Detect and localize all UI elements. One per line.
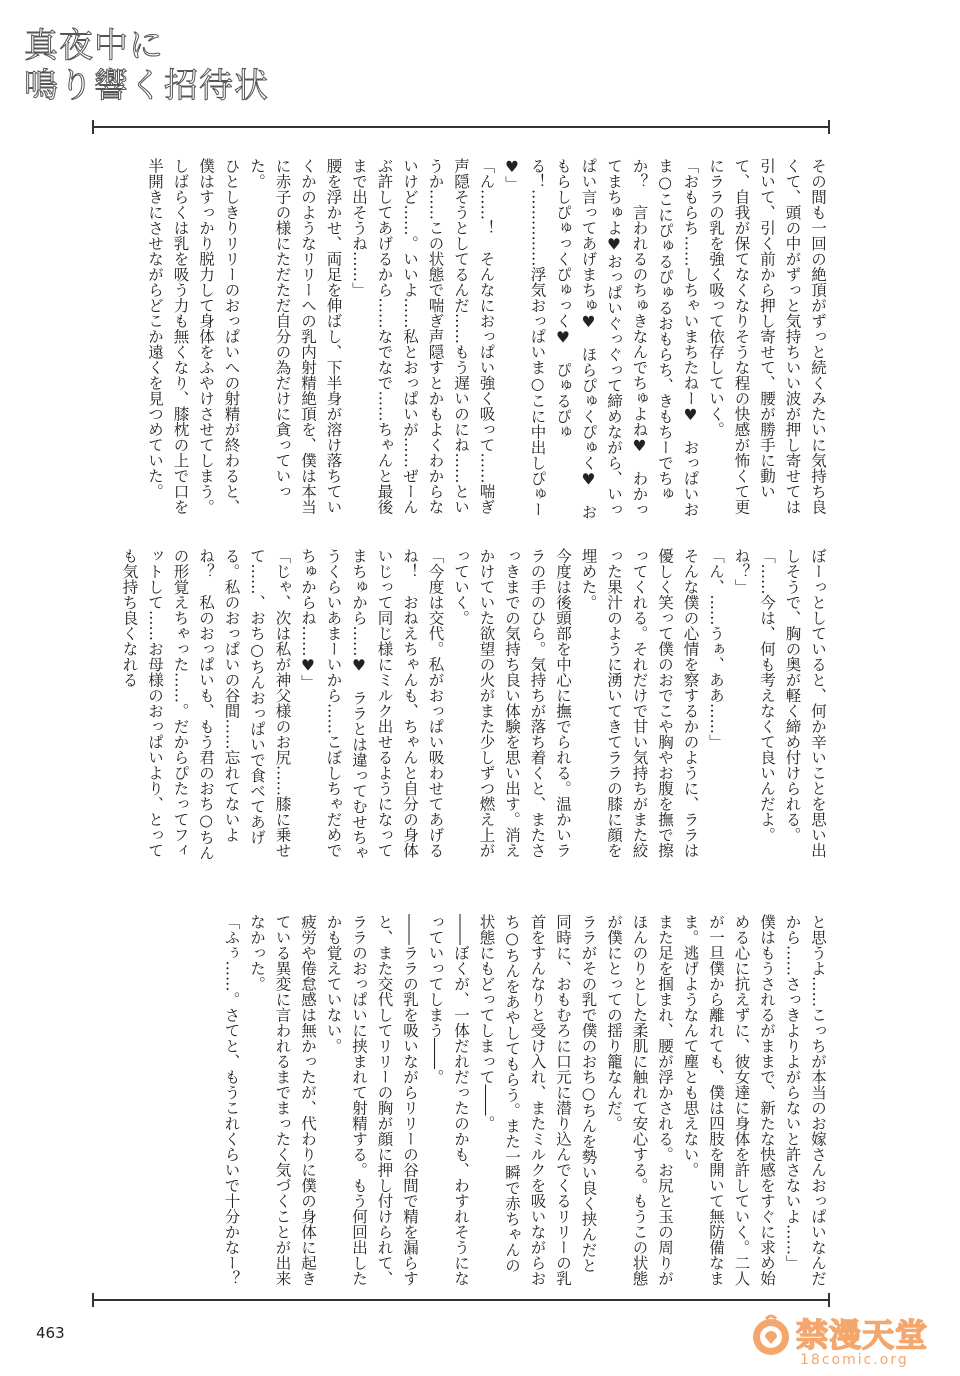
page-number: 463 (36, 1324, 65, 1342)
text-section-1 (110, 158, 830, 523)
book-title (24, 26, 269, 106)
paragraph: 「ん……！ そんなにおっぱい強く吸って……喘ぎ声隠そうとしてるんだ……もう遅いのにね……というか……この状態で喘ぎ声隠すとかもよくわからないけど……。いいよ……私とおっぱいが……ぜーんぶ許してあげるから……なでなで……ちゃんと最後まで出そうね……」 (350, 158, 496, 515)
paragraph: ひとしきりリリーのおっぱいへの射精が終わると、僕はすっかり脱力して身体をふやけさせてしまう。しばらくは乳を吸う力も無くなり、膝枕の上で口を半開きにさせながらどこか遠くを見つめていた。 (146, 158, 241, 515)
text-section-3 (110, 914, 830, 1286)
paragraph: 「おもらち……しちゃいまちたねー♥ おっぱいおま○こにぴゅるぴゅるおもらち、きもちーでちゅか？ 言われるのちゅきなんでちゅよね♥ わかってまちゅよ♥おっぱいぐっぐって締めながら、いっぱい言ってあげまちゅ♥ ほらぴゅくぴゅく♥ おもらしぴゅっくぴゅっく♥ ぴゅるぴゅる！……………浮気おっぱいま○こに中出しぴゅー♥」 (503, 158, 700, 520)
book-title-line1: 真夜中に (24, 26, 164, 66)
paragraph: ララがその乳で僕のおち○ちんを勢い良く挟んだと同時に、おもむろに口元に潜り込んでくるリリーの乳首をすんなりと受け入れ、またミルクを吸いながらおち○ちんをあやしてもらう。また一瞬で赤ちゃんの状態にもどってしまって――。 (477, 914, 598, 1286)
watermark-logo-icon (748, 1312, 794, 1358)
paragraph: 「じゃ、次は私が神父様のお尻……膝に乗せて……、おち○ちんおっぱいで食べてあげる。私のおっぱいの谷間……忘れてないよね？ 私のおっぱいも、もう君のおち○ちんの形覚えちゃった……。だからぴたってフィットして……お母様のおっぱいより、とっても気持ち良くなれる (120, 548, 292, 861)
paragraph: ――ララの乳を吸いながらリリーの谷間で精を漏らすと、また交代してリリーの胸が顔に押し付けられて、ララのおっぱいに挟まれて射精する。もう何回出したかも覚えていない。 (324, 914, 419, 1286)
paragraph: と思うよ……こっちが本当のお嫁さんおっぱいなんだから……さっきよりよがらないと許さないよ……」 (783, 914, 827, 1286)
paragraph: 「ん、……うぁ、ああ……」 (707, 548, 725, 750)
paragraph: 今度は後頭部を中心に撫でられる。温かいララの手のひら。気持ちが落ち着くと、またさっきまでの気持ち良い体験を思い出す。消えかけていた欲望の火がまた少しずつ燃え上がっていく。 (452, 548, 572, 858)
header-rule (92, 126, 830, 128)
paragraph: 「今度は交代。私がおっぱい吸わせてあげるね！ おねえちゃんも、ちゃんと自分の身体いじって同じ様にミルク出せるようになってまちゅから……♥ ララとは違ってむせちゃうくらいあまーいから……こぼしちゃだめでちゅからね……♥」 (299, 548, 445, 861)
watermark-title: 禁漫天堂 (796, 1316, 929, 1354)
book-title-line2: 鳴り響く招待状 (24, 66, 269, 106)
paragraph: 疲労や倦怠感は無かったが、代わりに僕の身体に起きている異変に言われるまでまったく気づくことが出来なかった。 (248, 914, 317, 1286)
paragraph: そんな僕の心情を察するかのように、ララは優しく笑って僕のおでこや胸やお腹を撫で擦ってくれる。それだけで甘い気持ちがまた絞った果汁のように湧いてきてララの膝に顔を埋めた。 (579, 548, 700, 858)
paragraph: 腰を浮かせ、両足を伸ばし、下半身が溶け落ちていくかのようなリリーへの乳内射精絶頂を、僕は本当に赤子の様にただただ自分の為だけに貪っていった。 (248, 158, 343, 515)
paragraph: ――ぼくが、一体だれだったのかも、わすれそうになっていってしまう――。 (426, 914, 470, 1286)
paragraph: 「……今は、何も考えなくて良いんだよ。ね？」 (732, 548, 776, 843)
paragraph: ぼーっとしていると、何か辛いことを思い出しそうで、胸の奥が軽く締め付けられる。 (783, 548, 827, 858)
paragraph: その間も一回の絶頂がずっと続くみたいに気持ち良くて、頭の中がずっと気持ちいい波が押し寄せては引いて、引く前から押し寄せて、腰が勝手に動いて、自我が保てなくなりそうな程の快感が怖くて更にララの乳を強く吸って依存していく。 (707, 158, 827, 515)
paragraph: 「ふぅ……。さてと、もうこれくらいで十分かなー？ (222, 914, 241, 1286)
watermark-url: 18comic.org (800, 1352, 909, 1368)
paragraph: 僕はもうされるがままで、新たな快感をすぐに求め始める心に抗えずに、彼女達に身体を許していく。二人が一旦僕から離れても、僕は四肢を開いて無防備なまま。逃げようなんて塵とも思えない。 (681, 914, 776, 1286)
watermark (748, 1308, 948, 1372)
paragraph: また足を掴まれ、腰が浮かされる。お尻と玉の周りがほんのりとした柔肌に触れて安心する。もうこの状態が僕にとっての揺り籠なんだ。 (605, 914, 674, 1286)
text-section-2 (110, 548, 830, 868)
footer-rule (92, 1299, 830, 1301)
